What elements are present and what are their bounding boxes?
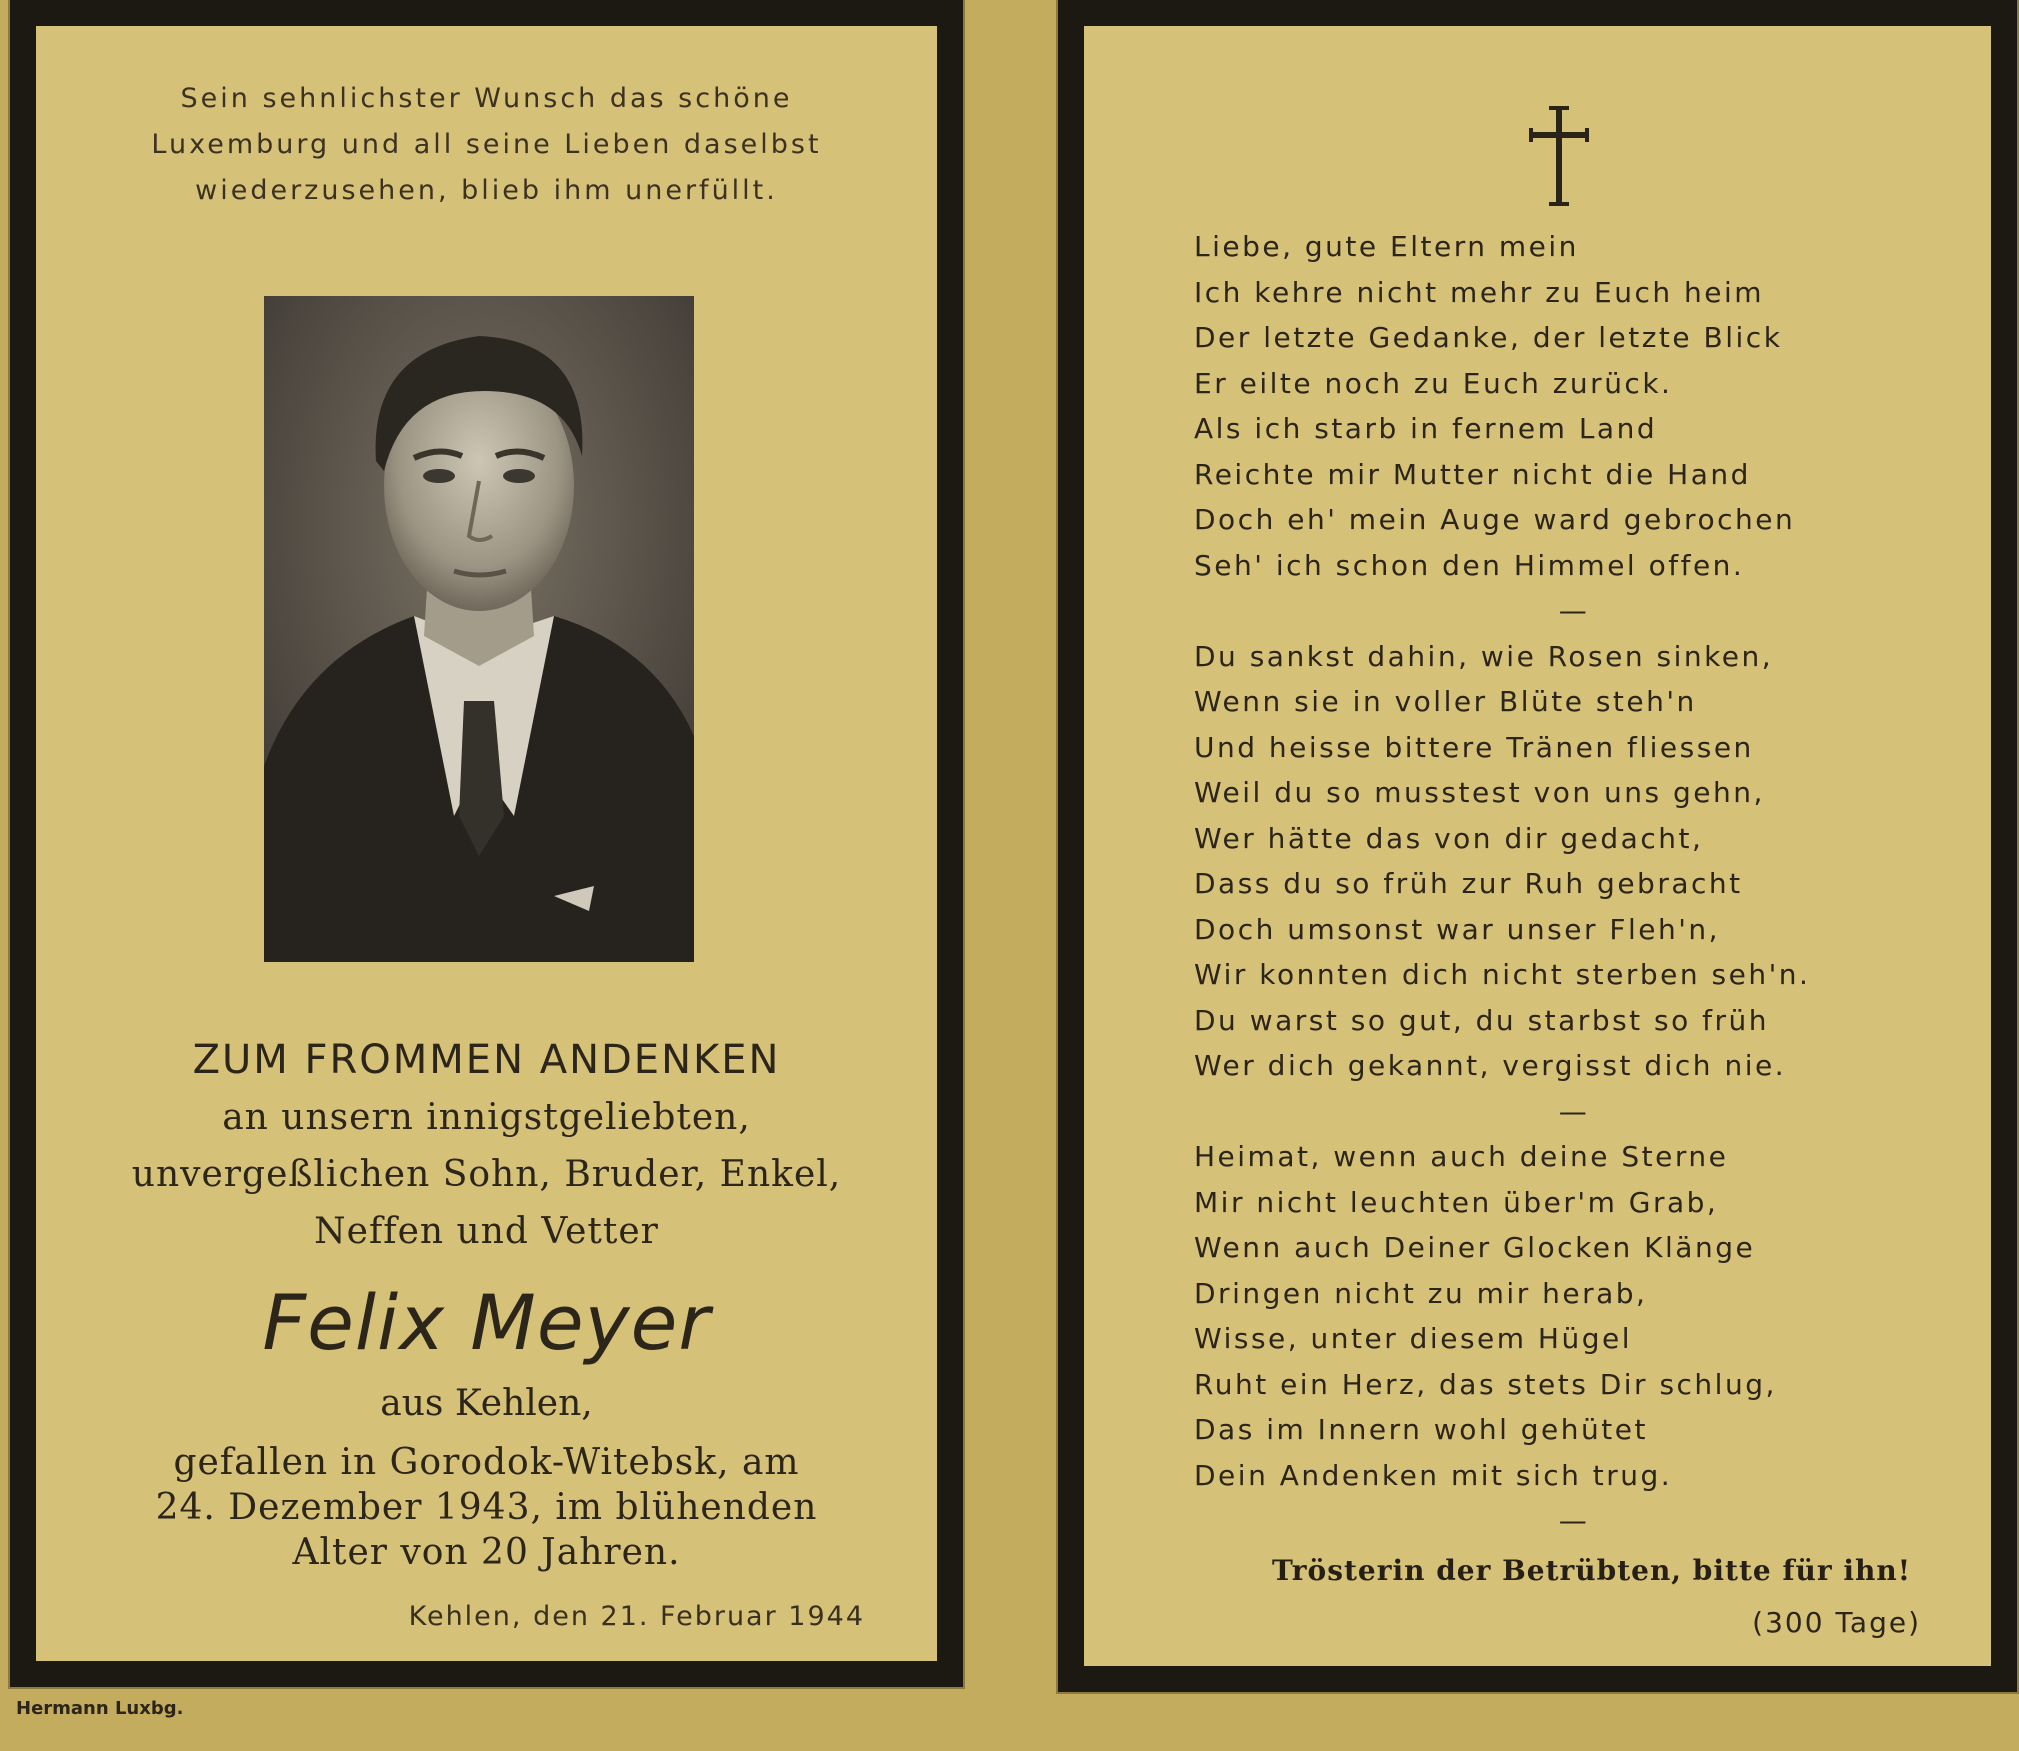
poem-line: Als ich starb in fernem Land: [1194, 412, 1658, 445]
poem-line: Dein Andenken mit sich trug.: [1194, 1458, 1673, 1492]
indulgence: (300 Tage): [1752, 1606, 1921, 1639]
portrait-photo: [264, 296, 694, 962]
memorial-text: [36, 1031, 937, 1575]
poem-stanza-2: [1194, 634, 1974, 1089]
poem-line: Seh' ich schon den Himmel offen.: [1194, 548, 1745, 582]
poem: [1194, 224, 1974, 1544]
stanza-separator: —: [1558, 594, 1590, 627]
death-line: gefallen in Gorodok-Witebsk, am: [173, 1442, 800, 1483]
poem-line: Mir nicht leuchten über'm Grab,: [1194, 1185, 1719, 1219]
poem-line: Wisse, unter diesem Hügel: [1194, 1322, 1633, 1355]
stanza-separator: —: [1558, 1504, 1590, 1537]
poem-line: Er eilte noch zu Euch zurück.: [1194, 366, 1673, 400]
death-details: [36, 1440, 937, 1575]
dedication-line: Neffen und Vetter: [314, 1211, 659, 1252]
poem-line: Wenn sie in voller Blüte steh'n: [1194, 685, 1697, 718]
poem-line: Weil du so musstest von uns gehn,: [1194, 776, 1765, 809]
poem-line: Ich kehre nicht mehr zu Euch heim: [1194, 275, 1765, 309]
poem-line: Wir konnten dich nicht sterben seh'n.: [1194, 958, 1811, 991]
origin: aus Kehlen,: [380, 1383, 593, 1424]
poem-line: Dringen nicht zu mir herab,: [1194, 1276, 1648, 1310]
death-line: Alter von 20 Jahren.: [292, 1532, 681, 1573]
intro-line: Sein sehnlichster Wunsch das schöne: [180, 83, 793, 114]
intro-line: wiederzusehen, blieb ihm unerfüllt.: [195, 175, 778, 206]
poem-line: Wer dich gekannt, vergisst dich nie.: [1194, 1049, 1787, 1082]
poem-line: Wenn auch Deiner Glocken Klänge: [1194, 1231, 1756, 1264]
dedication-line: an unsern innigstgeliebten,: [222, 1097, 751, 1138]
place-date: Kehlen, den 21. Februar 1944: [408, 1601, 865, 1632]
poem-line: Du warst so gut, du starbst so früh: [1194, 1003, 1770, 1037]
death-line: 24. Dezember 1943, im blühenden: [155, 1487, 818, 1528]
poem-line: Heimat, wenn auch deine Sterne: [1194, 1140, 1729, 1173]
poem-line: Reichte mir Mutter nicht die Hand: [1194, 457, 1751, 491]
stanza-separator: —: [1558, 1094, 1590, 1128]
poem-line: Ruht ein Herz, das stets Dir schlug,: [1194, 1367, 1777, 1401]
prayer: Trösterin der Betrübten, bitte für ihn!: [1271, 1554, 1911, 1587]
cross-icon: [1529, 106, 1589, 206]
memorial-heading: ZUM FROMMEN ANDENKEN: [192, 1037, 781, 1083]
poem-line: Du sankst dahin, wie Rosen sinken,: [1194, 639, 1774, 673]
printer-imprint: Hermann Luxbg.: [16, 1698, 184, 1719]
poem-line: Der letzte Gedanke, der letzte Blick: [1194, 321, 1783, 354]
poem-line: Das im Innern wohl gehütet: [1194, 1413, 1648, 1446]
deceased-name: Felix Meyer: [262, 1278, 711, 1367]
left-card: [10, 0, 963, 1687]
portrait-image: [264, 296, 694, 962]
poem-stanza-1: [1194, 224, 1974, 588]
dedication-line: unvergeßlichen Sohn, Bruder, Enkel,: [131, 1154, 842, 1195]
intro-line: Luxemburg und all seine Lieben daselbst: [151, 129, 822, 160]
poem-line: Wer hätte das von dir gedacht,: [1194, 821, 1704, 855]
poem-line: Und heisse bittere Tränen fliessen: [1194, 730, 1754, 764]
poem-line: Doch umsonst war unser Fleh'n,: [1194, 912, 1721, 946]
right-card: [1058, 0, 2017, 1692]
dedication: [36, 1089, 937, 1260]
poem-line: Dass du so früh zur Ruh gebracht: [1194, 867, 1743, 900]
poem-stanza-3: [1194, 1134, 1974, 1498]
poem-line: Liebe, gute Eltern mein: [1194, 230, 1579, 263]
poem-line: Doch eh' mein Auge ward gebrochen: [1194, 503, 1796, 536]
intro-text: [116, 76, 857, 214]
